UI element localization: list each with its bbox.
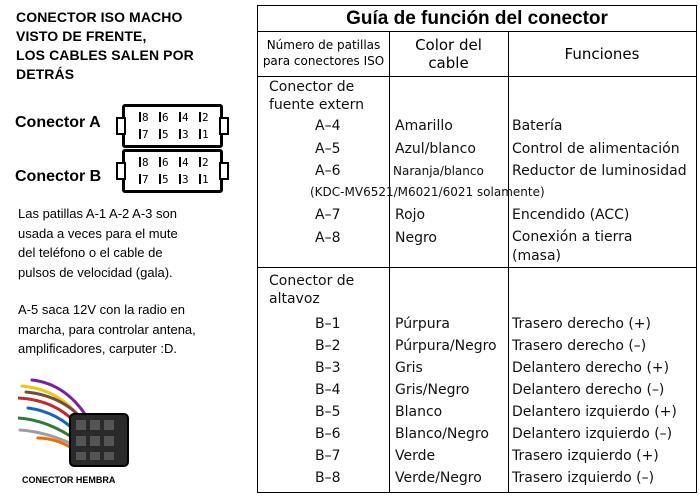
row-divider bbox=[258, 267, 696, 268]
pin-b8: B–8 bbox=[315, 470, 341, 486]
func-b6: Delantero izquierdo (–) bbox=[512, 426, 673, 442]
column-divider bbox=[389, 32, 390, 492]
iso-connector-title bbox=[16, 8, 194, 84]
func-a5: Control de alimentación bbox=[512, 141, 680, 157]
func-a8-line: Conexión a tierra bbox=[512, 229, 633, 245]
pin-label: 5 bbox=[159, 129, 169, 141]
color-b7: Verde bbox=[395, 448, 436, 464]
title-line: CONECTOR ISO MACHO bbox=[16, 9, 183, 25]
female-connector-image bbox=[18, 378, 133, 474]
section-title-line: altavoz bbox=[269, 291, 320, 307]
pin-a5: A–5 bbox=[315, 141, 341, 157]
func-b1: Trasero derecho (+) bbox=[512, 316, 652, 332]
pin-b1: B–1 bbox=[315, 316, 341, 332]
pin-label: 8 bbox=[139, 157, 149, 169]
color-b6: Blanco/Negro bbox=[395, 426, 489, 442]
color-b5: Blanco bbox=[395, 404, 443, 420]
column-divider bbox=[508, 32, 509, 492]
pin-b3: B–3 bbox=[315, 360, 341, 376]
pin-a7: A–7 bbox=[315, 207, 341, 223]
header-functions: Funciones bbox=[564, 45, 640, 63]
pin-label: 8 bbox=[139, 112, 149, 124]
pin-label: 1 bbox=[199, 129, 209, 141]
pin-label: 3 bbox=[179, 174, 189, 186]
header-pin-number bbox=[258, 37, 389, 69]
note-line: Las patillas A-1 A-2 A-3 son bbox=[18, 206, 177, 221]
color-b1: Púrpura bbox=[395, 316, 450, 332]
section-title-line: Conector de bbox=[269, 273, 355, 289]
pin-label: 3 bbox=[179, 129, 189, 141]
note-line: amplificadores, carputer :D. bbox=[18, 341, 177, 356]
connector-notch-right bbox=[219, 117, 229, 135]
pin-b5: B–5 bbox=[315, 404, 341, 420]
pin-b7: B–7 bbox=[315, 448, 341, 464]
header-line: Número de patillas bbox=[266, 38, 381, 52]
color-b8: Verde/Negro bbox=[395, 470, 482, 486]
table-title: Guía de función del conector bbox=[258, 6, 696, 32]
func-a4: Batería bbox=[512, 118, 563, 134]
func-b2: Trasero derecho (–) bbox=[512, 338, 647, 354]
header-line: cable bbox=[428, 54, 469, 72]
color-b2: Púrpura/Negro bbox=[395, 338, 497, 354]
pin-label: 2 bbox=[199, 112, 209, 124]
func-b7: Trasero izquierdo (+) bbox=[512, 448, 659, 464]
connector-notch-left bbox=[116, 117, 126, 135]
title-line: LOS CABLES SALEN POR bbox=[16, 47, 194, 63]
section-a-title bbox=[269, 78, 364, 114]
color-a8: Negro bbox=[395, 230, 437, 246]
func-b8: Trasero izquierdo (–) bbox=[512, 470, 655, 486]
title-line: DETRÁS bbox=[16, 66, 75, 82]
pin-label: 7 bbox=[139, 174, 149, 186]
connector-b-diagram bbox=[122, 149, 223, 193]
color-b3: Gris bbox=[395, 360, 423, 376]
pin-b4: B–4 bbox=[315, 382, 341, 398]
pin-label: 5 bbox=[159, 174, 169, 186]
pin-b2: B–2 bbox=[315, 338, 341, 354]
func-b4: Delantero derecho (–) bbox=[512, 382, 665, 398]
note-line: usada a veces para el mute bbox=[18, 225, 178, 241]
model-note: (KDC-MV6521/M6021/6021 solamente) bbox=[310, 185, 545, 199]
pin-b6: B–6 bbox=[315, 426, 341, 442]
func-b5: Delantero izquierdo (+) bbox=[512, 404, 677, 420]
pin-label: 6 bbox=[159, 157, 169, 169]
section-b-title bbox=[269, 272, 354, 308]
color-a4: Amarillo bbox=[395, 118, 453, 134]
pin-label: 7 bbox=[139, 129, 149, 141]
connector-b-label: Conector B bbox=[15, 168, 102, 185]
pin-label: 6 bbox=[159, 112, 169, 124]
color-a7: Rojo bbox=[395, 207, 426, 223]
connector-notch-left bbox=[116, 162, 126, 180]
note-line: marcha, para controlar antena, bbox=[18, 321, 196, 337]
color-a5: Azul/blanco bbox=[395, 141, 476, 157]
pin-a8: A–8 bbox=[315, 230, 341, 246]
func-a7: Encendido (ACC) bbox=[512, 207, 630, 223]
color-a6: Naranja/blanco bbox=[393, 164, 484, 178]
connector-a-label: Conector A bbox=[15, 114, 101, 131]
func-a6: Reductor de luminosidad bbox=[512, 163, 687, 179]
section-title-line: Conector de bbox=[269, 79, 355, 95]
header-line: para conectores ISO bbox=[262, 54, 385, 68]
pin-label: 2 bbox=[199, 157, 209, 169]
note-line: A-5 saca 12V con la radio en bbox=[18, 302, 185, 317]
pin-label: 4 bbox=[179, 157, 189, 169]
connector-notch-right bbox=[219, 162, 229, 180]
row-divider bbox=[258, 76, 696, 77]
note-line: del teléfono o el cable de bbox=[18, 245, 163, 260]
func-a8 bbox=[512, 228, 633, 266]
pin-label: 1 bbox=[199, 174, 209, 186]
connector-body bbox=[70, 414, 128, 466]
female-connector-label: CONECTOR HEMBRA bbox=[22, 475, 116, 485]
title-line: VISTO DE FRENTE, bbox=[16, 28, 147, 44]
header-cable-color bbox=[389, 36, 508, 72]
pin-label: 4 bbox=[179, 112, 189, 124]
func-b3: Delantero derecho (+) bbox=[512, 360, 670, 376]
pin-a6: A–6 bbox=[315, 163, 341, 179]
note-line: pulsos de velocidad (gala). bbox=[18, 264, 173, 280]
pin-note-mute bbox=[18, 204, 178, 282]
pin-a4: A–4 bbox=[315, 118, 341, 134]
color-b4: Gris/Negro bbox=[395, 382, 470, 398]
pin-note-a5 bbox=[18, 300, 196, 359]
header-line: Color del bbox=[415, 36, 482, 54]
connector-a-diagram bbox=[122, 104, 223, 148]
func-a8-extra: (masa) bbox=[512, 248, 562, 264]
connector-function-table bbox=[257, 5, 697, 493]
section-title-line: fuente extern bbox=[269, 97, 364, 113]
